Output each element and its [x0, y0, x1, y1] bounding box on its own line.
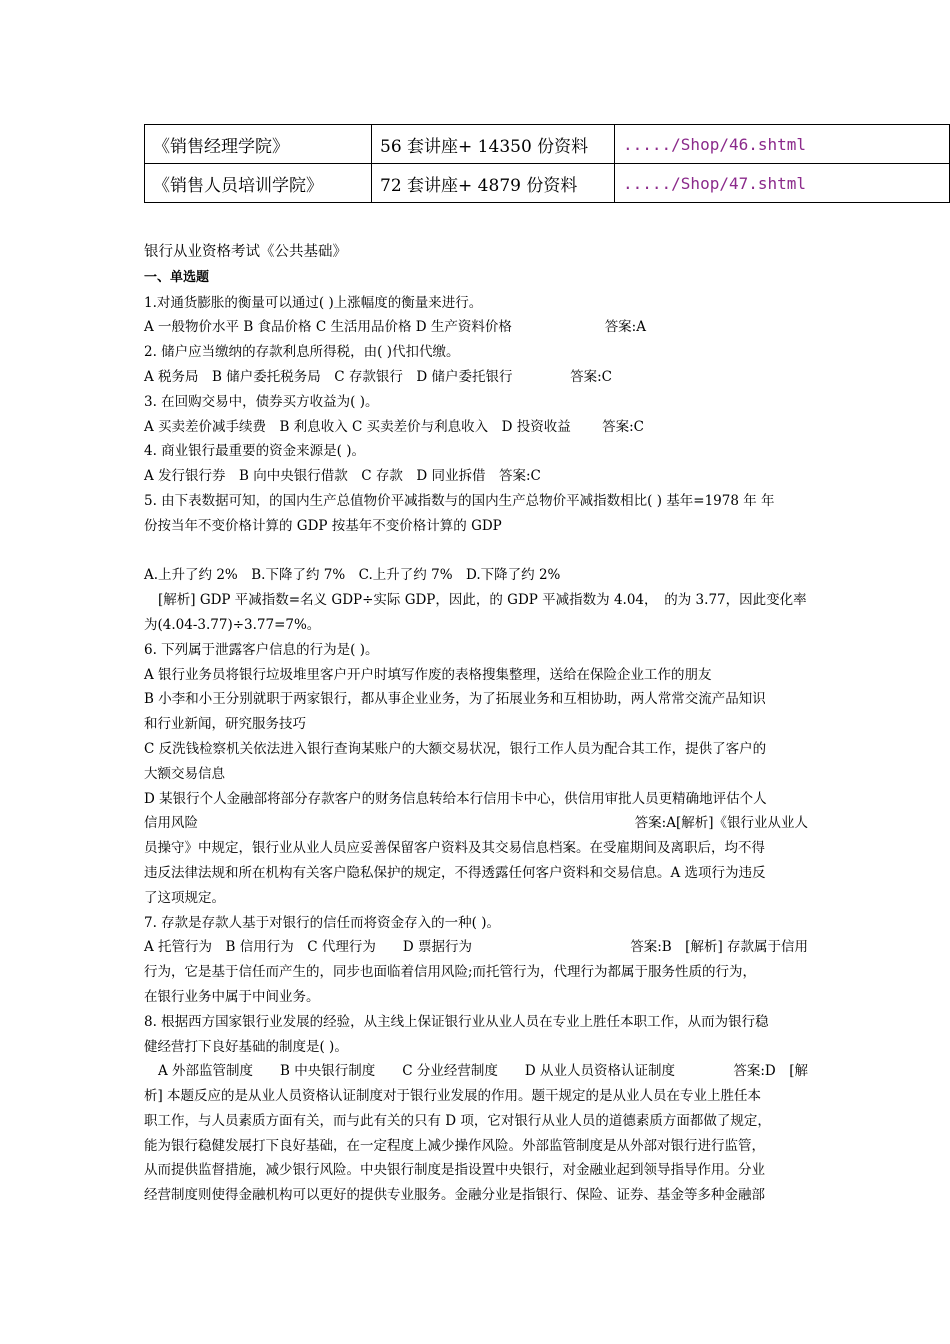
- options-text: A 买卖差价减手续费 B 利息收入 C 买卖差价与利息收入 D 投资收益: [144, 418, 571, 435]
- options-text: A 税务局 B 储户委托税务局 C 存款银行 D 储户委托银行: [144, 368, 513, 385]
- question-8-cont: 健经营打下良好基础的制度是( )。: [144, 1038, 348, 1055]
- question-8-analysis: 析] 本题反应的是从业人员资格认证制度对于银行业发展的作用。题干规定的是从业人员在专业上胜任本: [144, 1088, 762, 1105]
- options-text: A 外部监管制度 B 中央银行制度 C 分业经营制度 D 从业人员资格认证制度: [158, 1063, 675, 1080]
- question-4: 4. 商业银行最重要的资金来源是( )。: [144, 443, 365, 460]
- question-6: 6. 下列属于泄露客户信息的行为是( )。: [144, 641, 379, 658]
- table-cell-count: 56 套讲座+ 14350 份资料: [372, 125, 615, 164]
- question-5-analysis-cont: 为(4.04-3.77)÷3.77=7%。: [144, 616, 321, 633]
- table-cell-name: 《销售经理学院》: [145, 125, 372, 164]
- question-6-analysis-end: 了这项规定。: [144, 889, 225, 906]
- question-5-analysis: [解析] GDP 平减指数=名义 GDP÷实际 GDP，因此，的 GDP 平减指数为 4.04， 的为 3.77，因此变化率: [158, 592, 807, 609]
- table-row: [145, 125, 950, 164]
- table-cell-count: 72 套讲座+ 4879 份资料: [372, 164, 615, 203]
- options-text: A 一般物价水平 B 食品价格 C 生活用品价格 D 生产资料价格: [144, 319, 512, 336]
- question-7: 7. 存款是存款人基于对银行的信任而将资金存入的一种( )。: [144, 914, 500, 931]
- question-2-options: [144, 365, 808, 390]
- question-8-analysis-5: 经营制度则使得金融机构可以更好的提供专业服务。金融分业是指银行、保险、证券、基金等多种金融部: [144, 1187, 765, 1204]
- question-1: 1.对通货膨胀的衡量可以通过( )上涨幅度的衡量来进行。: [144, 294, 483, 311]
- question-6-option-d-cont: [144, 811, 808, 836]
- question-8-options: [144, 1059, 808, 1084]
- answer-text: 答案:C: [570, 368, 612, 385]
- options-text: A 托管行为 B 信用行为 C 代理行为 D 票据行为: [144, 939, 472, 956]
- question-8-analysis-3: 能为银行稳健发展打下良好基础，在一定程度上减少操作风险。外部监管制度是从外部对银行进行监管，: [144, 1137, 765, 1154]
- answer-text: 答案:B [解析] 存款属于信用: [630, 939, 808, 956]
- answer-text: 答案:C: [602, 418, 644, 435]
- question-5-line-2: 份按当年不变价格计算的 GDP 按基年不变价格计算的 GDP: [144, 517, 502, 534]
- question-8: 8. 根据西方国家银行业发展的经验，从主线上保证银行业从业人员在专业上胜任本职工作，从而为银行稳: [144, 1013, 769, 1030]
- question-2: 2. 储户应当缴纳的存款利息所得税，由( )代扣代缴。: [144, 344, 460, 361]
- table-row: [145, 164, 950, 203]
- question-6-option-b-cont: 和行业新闻，研究服务技巧: [144, 716, 306, 733]
- question-6-option-a: A 银行业务员将银行垃圾堆里客户开户时填写作废的表格搜集整理，送给在保险企业工作的朋友: [144, 666, 712, 683]
- answer-text: 答案:A: [604, 319, 646, 336]
- question-7-analysis-cont: 在银行业务中属于中间业务。: [144, 988, 320, 1005]
- question-3: 3. 在回购交易中，债券买方收益为( )。: [144, 393, 379, 410]
- question-5-line-1: 5. 由下表数据可知，的国内生产总值物价平减指数与的国内生产总物价平减指数相比( ) 基年=1978 年 年: [144, 492, 775, 509]
- shop-table: [144, 124, 950, 203]
- question-1-options: [144, 315, 808, 340]
- shop-link[interactable]: ...../Shop/47.shtml: [615, 164, 950, 203]
- question-5-options: A.上升了约 2% B.下降了约 7% C.上升了约 7% D.下降了约 2%: [144, 567, 561, 584]
- question-4-options: A 发行银行券 B 向中央银行借款 C 存款 D 同业拆借 答案:C: [144, 468, 541, 485]
- answer-text: 答案:A[解析]《银行业从业人: [634, 815, 808, 832]
- question-6-analysis-cont: 违反法律法规和所在机构有关客户隐私保护的规定，不得透露任何客户资料和交易信息。A 选项行为违反: [144, 864, 766, 881]
- question-7-options: [144, 935, 808, 960]
- table-cell-name: 《销售人员培训学院》: [145, 164, 372, 203]
- shop-link[interactable]: ...../Shop/46.shtml: [615, 125, 950, 164]
- question-3-options: [144, 415, 808, 440]
- answer-text: 答案:D [解: [733, 1063, 808, 1080]
- question-7-analysis: 行为，它是基于信任而产生的，同步也面临着信用风险;而托管行为，代理行为都属于服务性质的行为，: [144, 964, 757, 981]
- question-6-analysis: 员操守》中规定，银行业从业人员应妥善保留客户资料及其交易信息档案。在受雇期间及离职后，均不得: [144, 840, 765, 857]
- section-heading: 一、单选题: [144, 269, 210, 285]
- question-6-option-c: C 反洗钱检察机关依法进入银行查询某账户的大额交易状况，银行工作人员为配合其工作，提供了客户的: [144, 740, 767, 757]
- question-8-analysis-2: 职工作，与人员素质方面有关，而与此有关的只有 D 项，它对银行从业人员的道德素质方面都做了规定，: [144, 1112, 771, 1129]
- question-6-option-b: B 小李和小王分别就职于两家银行，都从事企业业务，为了拓展业务和互相协助，两人常常交流产品知识: [144, 691, 766, 708]
- question-6-option-c-cont: 大额交易信息: [144, 765, 225, 782]
- document-title: 银行从业资格考试《公共基础》: [144, 244, 347, 260]
- question-8-analysis-4: 从而提供监督措施，减少银行风险。中央银行制度是指设置中央银行，对金融业起到领导指导作用。分业: [144, 1162, 765, 1179]
- options-text: 信用风险: [144, 815, 198, 832]
- blank-line: [144, 539, 808, 564]
- question-6-option-d: D 某银行个人金融部将部分存款客户的财务信息转给本行信用卡中心，供信用审批人员更精确地评估个人: [144, 790, 767, 807]
- document-body: [144, 240, 808, 1208]
